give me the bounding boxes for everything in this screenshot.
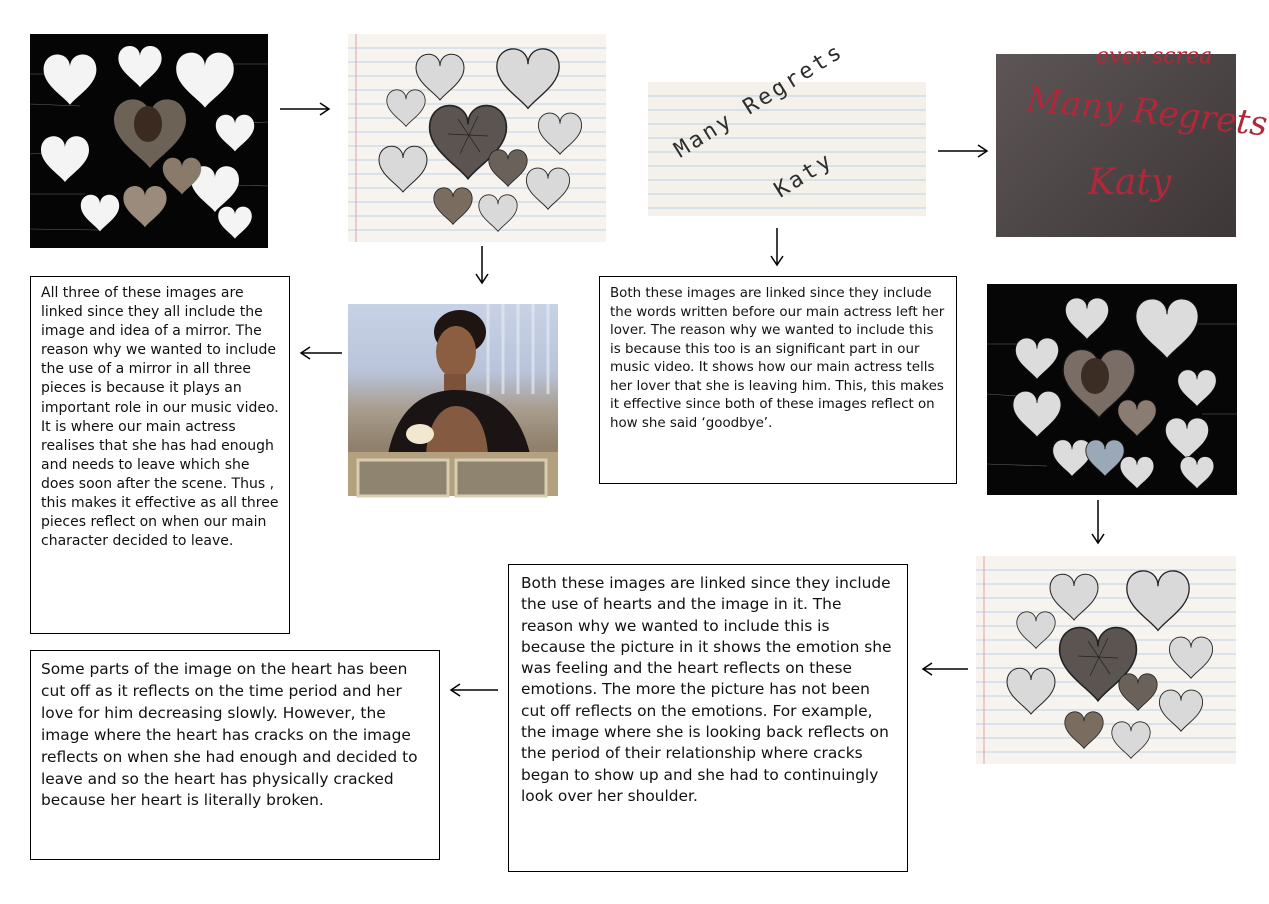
hearts-explanation-box bbox=[508, 564, 908, 872]
heart-collage-black-right-image bbox=[987, 284, 1237, 495]
mirror-line-1: Many Regrets bbox=[1024, 79, 1269, 145]
cutoff-explanation-text: Some parts of the image on the heart has been cut off as it reflects on the time period and her love for him decreasing slowly. However, the image where the heart has cracks on the image reflects on when she had enough and decided to leave and so the heart has physically cracked because her heart is literally broken. bbox=[41, 660, 418, 810]
cutoff-explanation-box bbox=[30, 650, 440, 860]
note-line-2: Katy bbox=[770, 147, 839, 204]
right-arrow-icon bbox=[936, 143, 990, 159]
words-explanation-text: Both these images are linked since they include the words written before our main actress left her lover. The reason why we wanted to include this is because this too is an significant part in our music video. It shows how our main actress tells her lover that she is leaving him. This, this makes it effective since both of these images reflect on how she said ‘goodbye’. bbox=[610, 286, 945, 431]
heart-collage-lined-paper-bottom-image bbox=[976, 556, 1236, 764]
note-line-1: Many Regrets bbox=[670, 38, 849, 164]
mirror-writing-photo bbox=[996, 44, 1269, 237]
mirror-line-2: Katy bbox=[1088, 162, 1172, 203]
actress-mirror-photo bbox=[348, 304, 558, 496]
heart-collage-black-image bbox=[30, 34, 268, 248]
left-arrow-icon bbox=[298, 345, 344, 361]
down-arrow-icon bbox=[769, 226, 785, 268]
down-arrow-icon bbox=[474, 244, 490, 286]
handwritten-note-image bbox=[648, 38, 926, 216]
mirror-explanation-box bbox=[30, 276, 290, 634]
left-arrow-icon bbox=[920, 661, 970, 677]
down-arrow-icon bbox=[1090, 498, 1106, 546]
words-explanation-box bbox=[599, 276, 957, 484]
right-arrow-icon bbox=[278, 101, 332, 117]
heart-collage-lined-paper-image bbox=[348, 34, 606, 242]
mirror-partial-text: ever scrеа bbox=[1096, 44, 1213, 69]
left-arrow-icon bbox=[448, 682, 500, 698]
hearts-explanation-text: Both these images are linked since they include the use of hearts and the image in it. The reason why we wanted to include this is because the picture in it shows the emotion she was feeling and the heart reflects on these emotions. The more the picture has not been cut off reflects on the emotions. For example, the image where she is looking back reflects on the period of their relationship where cracks began to show up and she had to continuingly look over her shoulder. bbox=[521, 574, 892, 805]
mirror-explanation-text: All three of these images are linked since they all include the image and idea of a mirror. The reason why we wanted to include the use of a mirror in all three pieces is because it plays an important role in our music video. It is where our main actress realises that she has had enough and needs to leave which she does soon after the scene. Thus , this makes it effective as all three pieces reflect on when our main character decided to leave. bbox=[41, 285, 279, 550]
